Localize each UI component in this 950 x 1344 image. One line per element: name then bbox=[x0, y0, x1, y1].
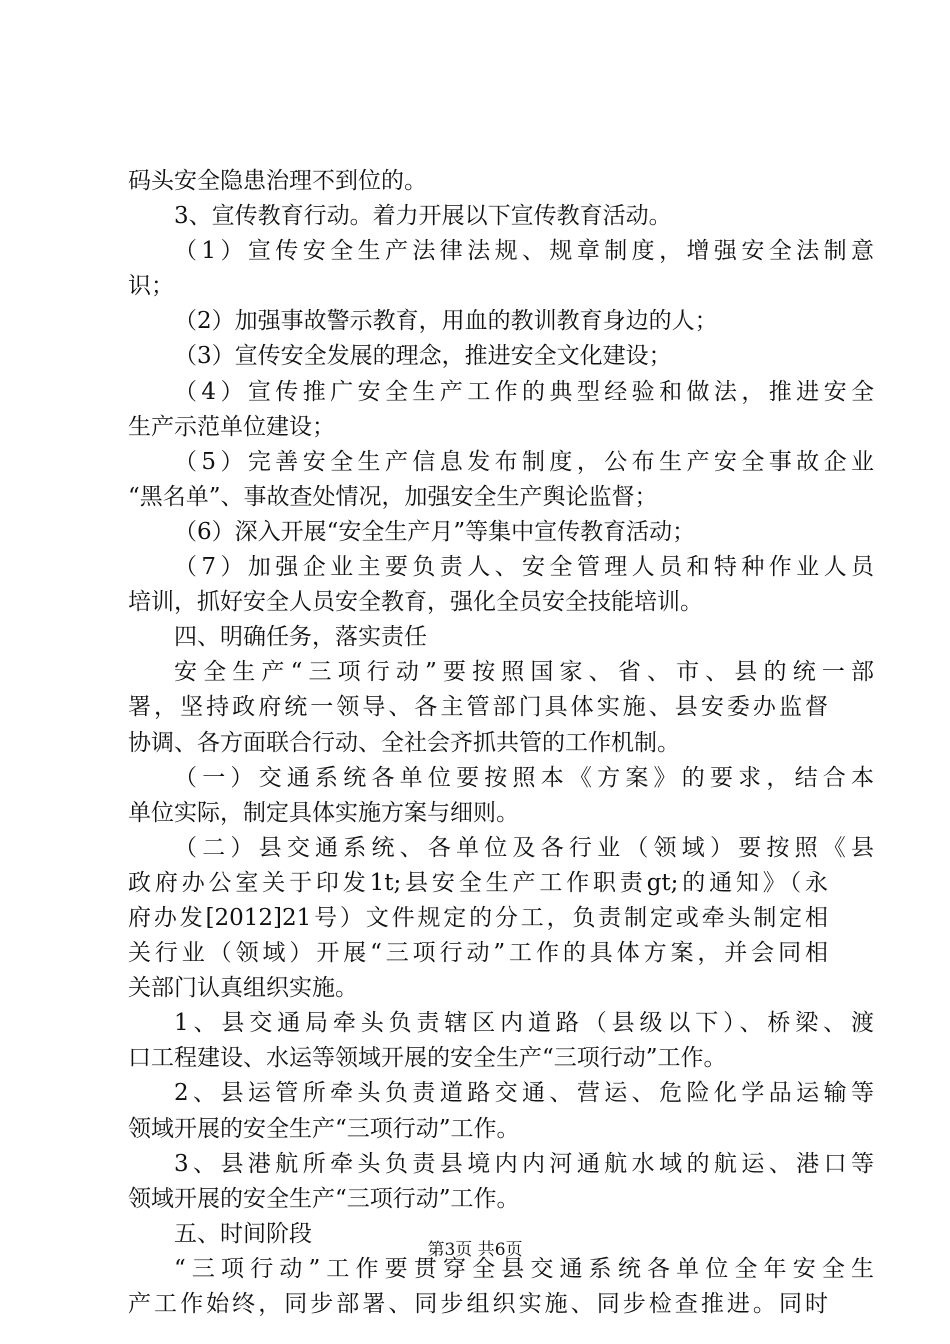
text-line: （4）宣传推广安全生产工作的典型经验和做法，推进安全 bbox=[174, 378, 874, 405]
text-line: 识； bbox=[128, 273, 174, 300]
text-line: （5）完善安全生产信息发布制度，公布生产安全事故企业 bbox=[174, 448, 874, 475]
text-line: 四、明确任务，落实责任 bbox=[174, 624, 427, 651]
body-text bbox=[128, 164, 874, 1322]
text-line: 关部门认真组织实施。 bbox=[128, 975, 358, 1002]
text-line: 署，坚持政府统一领导、各主管部门具体实施、县安委办监督 bbox=[128, 694, 828, 721]
text-line: “三项行动”工作要贯穿全县交通系统各单位全年安全生 bbox=[174, 1255, 874, 1282]
text-line: 口工程建设、水运等领域开展的安全生产“三项行动”工作。 bbox=[128, 1045, 727, 1072]
text-line: 领域开展的安全生产“三项行动”工作。 bbox=[128, 1115, 520, 1142]
text-line: 3、县港航所牵头负责县境内内河通航水域的航运、港口等 bbox=[174, 1150, 874, 1177]
text-line: 生产示范单位建设； bbox=[128, 413, 335, 440]
text-line: 3、宣传教育行动。着力开展以下宣传教育活动。 bbox=[174, 203, 672, 230]
text-line: （二）县交通系统、各单位及各行业（领域）要按照《县 bbox=[174, 834, 874, 861]
text-line: 领域开展的安全生产“三项行动”工作。 bbox=[128, 1185, 520, 1212]
text-line: 2、县运管所牵头负责道路交通、营运、危险化学品运输等 bbox=[174, 1080, 874, 1107]
text-line: 五、时间阶段 bbox=[174, 1220, 312, 1247]
text-line: 政府办公室关于印发1t;县安全生产工作职责gt;的通知》（永 bbox=[128, 869, 828, 896]
text-line: 单位实际，制定具体实施方案与细则。 bbox=[128, 799, 519, 826]
text-line: （3）宣传安全发展的理念，推进安全文化建设； bbox=[174, 343, 672, 370]
text-line: （7）加强企业主要负责人、安全管理人员和特种作业人员 bbox=[174, 554, 874, 581]
text-line: 关行业（领域）开展“三项行动”工作的具体方案，并会同相 bbox=[128, 940, 828, 967]
text-line: （一）交通系统各单位要按照本《方案》的要求，结合本 bbox=[174, 764, 874, 791]
text-line: 1、县交通局牵头负责辖区内道路（县级以下）、桥梁、渡 bbox=[174, 1010, 874, 1037]
text-line: 产工作始终，同步部署、同步组织实施、同步检查推进。同时 bbox=[128, 1291, 828, 1317]
text-line: （2）加强事故警示教育，用血的教训教育身边的人； bbox=[174, 308, 718, 335]
text-line: 码头安全隐患治理不到位的。 bbox=[128, 168, 427, 194]
text-line: （6）深入开展“安全生产月”等集中宣传教育活动； bbox=[174, 518, 696, 545]
text-line: 安全生产“三项行动”要按照国家、省、市、县的统一部 bbox=[174, 659, 874, 686]
text-line: 培训，抓好安全人员安全教育，强化全员安全技能培训。 bbox=[128, 589, 703, 616]
text-line: 协调、各方面联合行动、全社会齐抓共管的工作机制。 bbox=[128, 729, 680, 756]
text-line: 府办发[2012]21号）文件规定的分工，负责制定或牵头制定相 bbox=[128, 904, 828, 931]
text-line: （1）宣传安全生产法律法规、规章制度，增强安全法制意 bbox=[174, 238, 874, 265]
text-line: “黑名单”、事故查处情况，加强安全生产舆论监督； bbox=[128, 483, 658, 510]
page-footer: 第3页 共6页 bbox=[427, 1240, 523, 1260]
